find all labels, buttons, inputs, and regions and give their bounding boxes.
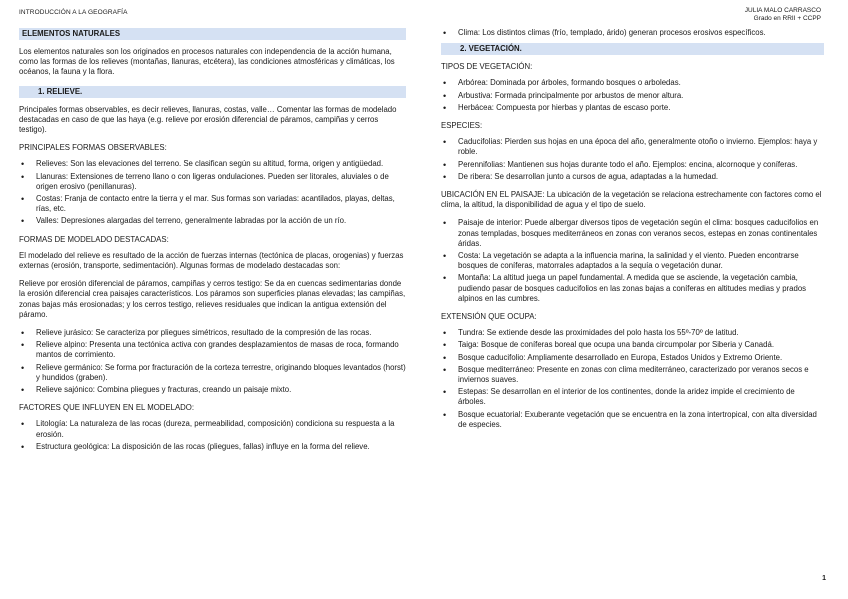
left-column [19,28,406,460]
list-item: • Caducifolias: Pierden sus hojas en una época del año, generalmente otoño o invierno. Ejemplos: haya y roble. [441,137,824,157]
intro-paragraph: Los elementos naturales son los originados en procesos naturales con independencia de la acción humana, como las formas de los relieves (montañas, llanuras, etcétera), las condiciones atmosféricas y climáticas, los océanos, la fauna y la flora. [19,47,395,77]
heading-extension: EXTENSIÓN QUE OCUPA: [441,312,537,322]
list-item: • Costa: La vegetación se adapta a la influencia marina, la salinidad y el viento. Pueden encontrarse bosques de coníferas, matorrales adaptados a la sequía o vegetación dunar. [441,251,824,271]
list-item: • Arbórea: Dominada por árboles, formando bosques o arboledas. [441,78,824,88]
list-item: • Perennifolias: Mantienen sus hojas durante todo el año. Ejemplos: encina, alcornoque y coníferas. [441,160,824,170]
heading-relieve: 1. RELIEVE. [19,86,406,98]
ubicacion-paragraph: UBICACIÓN EN EL PAISAJE: La ubicación de la vegetación se relaciona estrechamente con factores como el clima, la altitud, la disponibilidad de agua y el tipo de suelo. [441,190,822,210]
list-item: • Bosque caducifolio: Ampliamente desarrollado en Europa, Estados Unidos y Extremo Oriente. [441,353,824,363]
list-item: • Montaña: La altitud juega un papel fundamental. A medida que se asciende, la vegetación cambia, pudiendo pasar de bosques caducifolios en las zonas bajas a coníferas en altitudes medias y prados alpinos en las cumbres. [441,273,824,304]
heading-factores: FACTORES QUE INFLUYEN EN EL MODELADO: [19,403,195,413]
relieve-intro: Principales formas observables, es decir relieves, llanuras, costas, valle… Comentar las formas de modelado destacadas en caso de que las haya (e.g. relieve por erosión diferencial de páramos, campiñas y cerros testigo). [19,104,397,135]
clima-list [441,28,824,38]
author-degree: Grado en RRII + CCPP [753,15,821,22]
header-course-title: INTRODUCCIÓN A LA GEOGRAFÍA [19,9,128,16]
page-number: 1 [822,575,826,582]
heading-formas: PRINCIPALES FORMAS OBSERVABLES: [19,143,167,153]
header-author [745,7,821,23]
list-item: • Bosque ecuatorial: Exuberante vegetación que se encuentra en la zona intertropical, con alta diversidad de especies. [441,410,824,430]
author-name: JULIA MALO CARRASCO [744,7,821,14]
list-item: • Clima: Los distintos climas (frío, templado, árido) generan procesos erosivos específicos. [441,28,824,38]
heading-vegetacion: 2. VEGETACIÓN. [441,43,824,55]
list-item: • Herbácea: Compuesta por hierbas y plantas de escaso porte. [441,103,824,113]
extension-list [441,328,824,430]
list-item: • Bosque mediterráneo: Presente en zonas con clima mediterráneo, caracterizado por veranos secos e inviernos suaves. [441,365,824,385]
modelado-paragraph-2: Relieve por erosión diferencial de páramos, campiñas y cerros testigo: Se da en cuencas sedimentarias donde la erosión diferencial crea paisajes característicos. Los páramos son superficies planas elevadas; las campiñas, zonas bajas más erosionadas; y los cerros testigo, relieves residuales que indican la antigua extensión del páramo. [19,279,406,319]
modelado-list [19,328,406,395]
list-item: • Relieve sajónico: Combina pliegues y fracturas, creando un paisaje mixto. [19,385,406,395]
heading-especies: ESPECIES: [441,121,483,131]
list-item: • Relieves: Son las elevaciones del terreno. Se clasifican según su altitud, forma, origen y antigüedad. [19,159,406,169]
list-item: • De ribera: Se desarrollan junto a cursos de agua, adaptadas a la humedad. [441,172,824,182]
list-item: • Relieve alpino: Presenta una tectónica activa con grandes desplazamientos de masas de roca, formando mantos de corrimiento. [19,340,406,360]
right-column [441,28,824,438]
list-item: • Tundra: Se extiende desde las proximidades del polo hasta los 55º-70º de latitud. [441,328,824,338]
list-item: • Estepas: Se desarrollan en el interior de los continentes, donde la aridez impide el crecimiento de árboles. [441,387,824,407]
list-item: • Valles: Depresiones alargadas del terreno, generalmente labradas por la acción de un río. [19,216,406,226]
modelado-paragraph-1: El modelado del relieve es resultado de la acción de fuerzas internas (tectónica de placas, orogenias) y fuerzas externas (erosión, transporte, sedimentación). Algunas formas de modelado destacadas son: [19,250,404,271]
tipos-list [441,78,824,113]
ubicacion-list [441,218,824,304]
section-title-elementos: ELEMENTOS NATURALES [19,28,406,40]
list-item: • Estructura geológica: La disposición de las rocas (pliegues, fallas) influye en la forma del relieve. [19,442,406,452]
list-item: • Litología: La naturaleza de las rocas (dureza, permeabilidad, composición) condiciona su respuesta a la erosión. [19,419,406,439]
list-item: • Paisaje de interior: Puede albergar diversos tipos de vegetación según el clima: bosques caducifolios en zonas templadas, bosques mediterráneos en zonas con veranos secos, estepas en zonas continentales áridas. [441,218,824,249]
list-item: • Relieve jurásico: Se caracteriza por pliegues simétricos, resultado de la compresión de las rocas. [19,328,406,338]
formas-list [19,159,406,226]
heading-tipos: TIPOS DE VEGETACIÓN: [441,62,533,72]
list-item: • Relieve germánico: Se forma por fracturación de la corteza terrestre, originando bloques levantados (horst) y hundidos (graben). [19,363,406,383]
factores-list [19,419,406,452]
heading-modelado: FORMAS DE MODELADO DESTACADAS: [19,234,169,244]
list-item: • Taiga: Bosque de coníferas boreal que ocupa una banda circumpolar por Siberia y Canadá. [441,340,824,350]
list-item: • Llanuras: Extensiones de terreno llano o con ligeras ondulaciones. Pueden ser litorales, aluviales o de origen erosivo (penillanuras). [19,172,406,192]
especies-list [441,137,824,182]
list-item: • Arbustiva: Formada principalmente por arbustos de menor altura. [441,91,824,101]
list-item: • Costas: Franja de contacto entre la tierra y el mar. Sus formas son variadas: acantilados, playas, deltas, rías, etc. [19,194,406,214]
